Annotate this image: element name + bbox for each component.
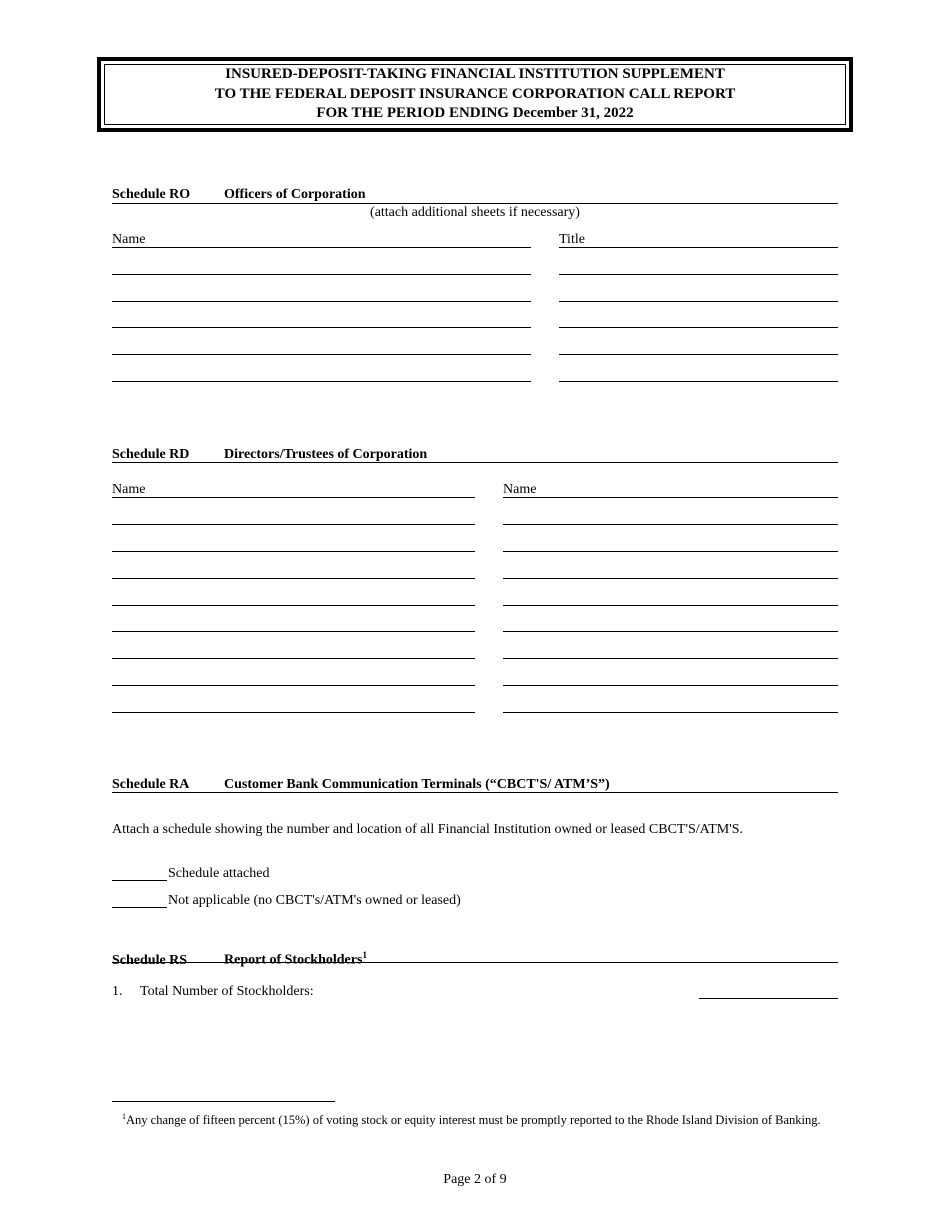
director-name-line[interactable]: [112, 712, 475, 713]
director-name-line[interactable]: [503, 605, 838, 606]
schedule-rs-footnote-ref: 1: [362, 950, 367, 960]
officer-title-line[interactable]: [559, 274, 838, 275]
schedule-ro-title: Officers of Corporation: [224, 187, 366, 202]
report-header: [104, 64, 846, 125]
header-line-3: FOR THE PERIOD ENDING December 31, 2022: [316, 105, 634, 122]
director-name-line[interactable]: [503, 685, 838, 686]
stockholders-item-number: 1.: [112, 984, 123, 999]
director-name-line[interactable]: [112, 685, 475, 686]
schedule-attached-label: Schedule attached: [168, 866, 270, 881]
director-name-line[interactable]: [112, 578, 475, 579]
director-name-line[interactable]: [503, 524, 838, 525]
schedule-ra-code: Schedule RA: [112, 777, 190, 792]
footnote-marker: 1: [122, 1112, 126, 1121]
schedule-ro-heading: [112, 187, 366, 203]
officer-title-line[interactable]: [559, 327, 838, 328]
director-name-line[interactable]: [112, 551, 475, 552]
director-name-line[interactable]: [503, 497, 838, 498]
director-name-line[interactable]: [503, 712, 838, 713]
officer-name-line[interactable]: [112, 247, 531, 248]
schedule-ro-note: (attach additional sheets if necessary): [370, 205, 580, 220]
not-applicable-label: Not applicable (no CBCT's/ATM's owned or leased): [168, 893, 461, 908]
schedule-ro-code: Schedule RO: [112, 187, 191, 202]
director-name-header-left: Name: [112, 482, 146, 497]
director-name-header-right: Name: [503, 482, 537, 497]
schedule-ra-instruction: Attach a schedule showing the number and location of all Financial Institution owned or leased CBCT'S/ATM'S.: [112, 822, 744, 837]
officer-title-line[interactable]: [559, 301, 838, 302]
schedule-rd-code: Schedule RD: [112, 447, 190, 462]
director-name-line[interactable]: [503, 631, 838, 632]
officer-title-header: Title: [559, 232, 585, 247]
officer-name-line[interactable]: [112, 301, 531, 302]
director-name-line[interactable]: [112, 524, 475, 525]
schedule-rs-rule: [112, 962, 838, 963]
stockholders-item-label: Total Number of Stockholders:: [140, 984, 314, 999]
schedule-rs-code: Schedule RS: [112, 952, 188, 968]
officer-title-line[interactable]: [559, 381, 838, 382]
schedule-rd-rule: [112, 462, 838, 463]
footnote: [122, 1109, 838, 1128]
not-applicable-blank[interactable]: [112, 907, 167, 908]
schedule-rd-title: Directors/Trustees of Corporation: [224, 447, 428, 462]
schedule-ra-heading: [112, 777, 610, 793]
officer-title-line[interactable]: [559, 247, 838, 248]
director-name-line[interactable]: [112, 497, 475, 498]
schedule-rd-heading: [112, 447, 427, 463]
director-name-line[interactable]: [503, 658, 838, 659]
schedule-rs-title: Report of Stockholders: [224, 952, 363, 968]
footnote-separator: [112, 1101, 335, 1102]
director-name-line[interactable]: [503, 551, 838, 552]
officer-name-header: Name: [112, 232, 146, 247]
footnote-text: Any change of fifteen percent (15%) of voting stock or equity interest must be promptly reported to the Rhode Island Division of Banking.: [126, 1113, 821, 1128]
director-name-line[interactable]: [112, 631, 475, 632]
schedule-attached-blank[interactable]: [112, 880, 167, 881]
officer-name-line[interactable]: [112, 327, 531, 328]
schedule-ra-rule: [112, 792, 838, 793]
officer-name-line[interactable]: [112, 381, 531, 382]
schedule-ro-rule: [112, 203, 838, 204]
director-name-line[interactable]: [112, 658, 475, 659]
officer-title-line[interactable]: [559, 354, 838, 355]
report-header-box: [97, 57, 853, 132]
page-number: Page 2 of 9: [443, 1172, 507, 1187]
officer-name-line[interactable]: [112, 274, 531, 275]
schedule-ra-title: Customer Bank Communication Terminals (“CBCT'S/ ATM’S”): [224, 777, 610, 792]
schedule-rs-heading: [112, 947, 367, 969]
header-line-1: INSURED-DEPOSIT-TAKING FINANCIAL INSTITUTION SUPPLEMENT: [225, 66, 725, 83]
director-name-line[interactable]: [503, 578, 838, 579]
header-line-2: TO THE FEDERAL DEPOSIT INSURANCE CORPORATION CALL REPORT: [214, 85, 736, 102]
officer-name-line[interactable]: [112, 354, 531, 355]
director-name-line[interactable]: [112, 605, 475, 606]
total-stockholders-field[interactable]: [699, 998, 838, 999]
